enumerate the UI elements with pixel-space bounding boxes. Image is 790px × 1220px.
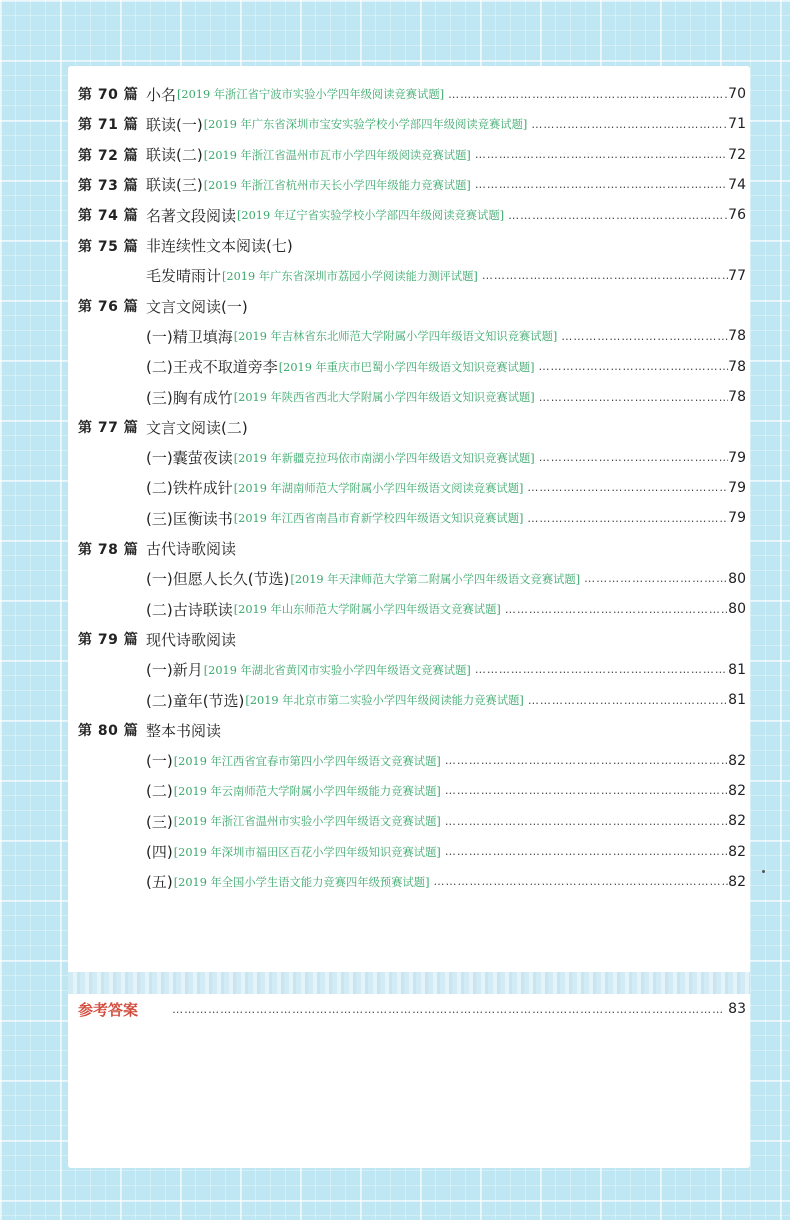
entry-source: [2019 年北京市第二实验小学四年级阅读能力竞赛试题] bbox=[245, 694, 524, 707]
dot-leader bbox=[478, 269, 728, 282]
entry-source: [2019 年陕西省西北大学附属小学四年级语文知识竞赛试题] bbox=[233, 391, 535, 404]
entry-page-number: 82 bbox=[728, 752, 746, 769]
toc-subentry[interactable] bbox=[146, 749, 746, 773]
entry-title: 古代诗歌阅读 bbox=[146, 540, 237, 558]
speck-mark bbox=[762, 870, 765, 873]
toc-subentry[interactable] bbox=[146, 506, 746, 530]
entry-page-number: 79 bbox=[728, 510, 746, 527]
toc-subentry[interactable] bbox=[146, 385, 746, 409]
entry-title: (一)精卫填海 bbox=[146, 327, 233, 346]
entry-title: 毛发晴雨计 bbox=[146, 267, 222, 286]
entry-source: [2019 年江西省南昌市育新学校四年级语文知识竞赛试题] bbox=[233, 512, 524, 526]
entry-title: (三)匡衡读书 bbox=[146, 509, 233, 528]
entry-number: 第 73 篇 bbox=[78, 177, 139, 194]
entry-source: [2019 年浙江省宁波市实验小学四年级阅读竞赛试题] bbox=[177, 88, 445, 101]
entry-source: [2019 年湖北省黄冈市实验小学四年级语文竞赛试题] bbox=[203, 663, 471, 677]
answers-page-number: 83 bbox=[728, 1001, 746, 1017]
decorative-band bbox=[68, 972, 750, 994]
entry-page-number: 76 bbox=[728, 207, 746, 224]
entry-title: (二)古诗联读 bbox=[146, 600, 233, 619]
entry-title: 联读(三) bbox=[146, 176, 203, 195]
entry-page-number: 77 bbox=[728, 267, 746, 284]
dot-leader bbox=[523, 512, 728, 525]
dot-leader bbox=[441, 754, 728, 767]
toc-entry[interactable] bbox=[78, 537, 746, 561]
entry-title: (二)王戎不取道旁李 bbox=[146, 358, 278, 377]
entry-page-number: 79 bbox=[728, 449, 746, 466]
toc-subentry[interactable] bbox=[146, 658, 746, 682]
toc-subentry[interactable] bbox=[146, 355, 746, 379]
entry-number: 第 70 篇 bbox=[78, 87, 139, 103]
entry-page-number: 82 bbox=[728, 843, 746, 860]
entry-source: [2019 年江西省宜春市第四小学四年级语文竞赛试题] bbox=[173, 754, 441, 768]
entry-page-number: 71 bbox=[728, 116, 746, 133]
entry-title: (二) bbox=[146, 782, 173, 801]
dot-leader bbox=[471, 178, 728, 191]
dot-leader bbox=[444, 88, 728, 101]
toc-page bbox=[68, 66, 750, 1168]
dot-leader bbox=[441, 845, 728, 858]
toc-subentry[interactable] bbox=[146, 779, 746, 803]
entry-title: (四) bbox=[146, 843, 173, 861]
toc-entry[interactable] bbox=[78, 82, 746, 106]
entry-title: 整本书阅读 bbox=[146, 721, 222, 740]
toc-subentry[interactable] bbox=[146, 870, 746, 894]
entry-title: (三) bbox=[146, 812, 173, 831]
entry-number: 第 79 篇 bbox=[78, 632, 139, 649]
dot-leader bbox=[138, 1003, 728, 1016]
toc-subentry[interactable] bbox=[146, 567, 746, 591]
entry-number: 第 77 篇 bbox=[78, 420, 139, 437]
entry-source: [2019 年山东师范大学附属小学四年级语文竞赛试题] bbox=[233, 603, 501, 617]
entry-number: 第 74 篇 bbox=[78, 208, 139, 225]
entry-title: (五) bbox=[146, 873, 173, 892]
toc-entry[interactable] bbox=[78, 112, 746, 136]
entry-page-number: 82 bbox=[728, 782, 746, 799]
entry-page-number: 80 bbox=[728, 570, 746, 587]
entry-page-number: 82 bbox=[728, 813, 746, 830]
toc-entry[interactable] bbox=[78, 718, 746, 742]
toc-subentry[interactable] bbox=[146, 688, 746, 712]
entry-title: (二)铁杵成针 bbox=[146, 479, 233, 498]
toc-subentry[interactable] bbox=[146, 324, 746, 348]
entry-source: [2019 年广东省深圳市荔园小学阅读能力测评试题] bbox=[222, 269, 478, 283]
dot-leader bbox=[504, 209, 728, 222]
entry-page-number: 80 bbox=[728, 601, 746, 618]
entry-number: 第 78 篇 bbox=[78, 541, 139, 558]
entry-title: 文言文阅读(一) bbox=[146, 297, 248, 316]
answers-label: 参考答案 bbox=[78, 1000, 139, 1019]
entry-title: 非连续性文本阅读(七) bbox=[146, 237, 293, 255]
entry-title: 小名 bbox=[146, 85, 177, 104]
entry-page-number: 79 bbox=[728, 479, 746, 496]
entry-number: 第 72 篇 bbox=[78, 147, 139, 164]
dot-leader bbox=[441, 815, 728, 828]
entry-title: 联读(二) bbox=[146, 146, 203, 165]
entry-page-number: 81 bbox=[728, 661, 746, 678]
entry-number: 第 71 篇 bbox=[78, 117, 139, 134]
entry-page-number: 74 bbox=[728, 176, 746, 193]
entry-title: 联读(一) bbox=[146, 115, 203, 134]
toc-entry[interactable] bbox=[78, 173, 746, 197]
dot-leader bbox=[524, 694, 728, 707]
dot-leader bbox=[535, 360, 729, 373]
toc-entry[interactable] bbox=[78, 203, 746, 227]
entry-page-number: 82 bbox=[728, 873, 746, 890]
entry-number: 第 80 篇 bbox=[78, 723, 139, 740]
entry-source: [2019 年广东省深圳市宝安实验学校小学部四年级阅读竞赛试题] bbox=[203, 118, 528, 132]
toc-entry[interactable] bbox=[78, 294, 746, 318]
entry-source: [2019 年新疆克拉玛依市南湖小学四年级语文知识竞赛试题] bbox=[233, 451, 535, 465]
entry-page-number: 72 bbox=[728, 146, 746, 163]
entry-title: (一) bbox=[146, 752, 173, 771]
entry-source: [2019 年浙江省温州市实验小学四年级语文竞赛试题] bbox=[173, 815, 441, 829]
entry-page-number: 70 bbox=[728, 86, 746, 102]
dot-leader bbox=[471, 663, 728, 676]
toc-entry[interactable] bbox=[78, 143, 746, 167]
entry-title: 现代诗歌阅读 bbox=[146, 630, 237, 649]
entry-source: [2019 年湖南师范大学附属小学四年级语文阅读竞赛试题] bbox=[233, 481, 524, 495]
dot-leader bbox=[441, 784, 728, 797]
entry-page-number: 81 bbox=[728, 692, 746, 708]
toc-entry[interactable] bbox=[78, 415, 746, 439]
entry-source: [2019 年辽宁省实验学校小学部四年级阅读竞赛试题] bbox=[237, 209, 505, 223]
toc-subentry[interactable] bbox=[146, 597, 746, 621]
entry-source: [2019 年浙江省温州市瓦市小学四年级阅读竞赛试题] bbox=[203, 148, 471, 162]
toc-subentry[interactable] bbox=[146, 264, 746, 288]
entry-source: [2019 年天津师范大学第二附属小学四年级语文竞赛试题] bbox=[290, 572, 581, 586]
dot-leader bbox=[527, 118, 728, 131]
toc-entry[interactable] bbox=[78, 627, 746, 651]
entry-title: 文言文阅读(二) bbox=[146, 418, 248, 437]
answers-entry[interactable] bbox=[78, 997, 746, 1021]
dot-leader bbox=[430, 875, 729, 888]
entry-title: (一)但愿人长久(节选) bbox=[146, 570, 290, 589]
dot-leader bbox=[535, 391, 728, 404]
entry-number: 第 76 篇 bbox=[78, 299, 139, 316]
entry-page-number: 78 bbox=[728, 358, 746, 375]
toc-subentry[interactable] bbox=[146, 476, 746, 500]
toc-subentry[interactable] bbox=[146, 446, 746, 470]
entry-title: (一)新月 bbox=[146, 661, 203, 680]
dot-leader bbox=[557, 330, 728, 343]
entry-page-number: 78 bbox=[728, 328, 746, 345]
entry-source: [2019 年吉林省东北师范大学附属小学四年级语文知识竞赛试题] bbox=[233, 330, 558, 344]
entry-title: (三)胸有成竹 bbox=[146, 388, 233, 407]
entry-number: 第 75 篇 bbox=[78, 238, 139, 255]
dot-leader bbox=[535, 451, 728, 464]
entry-source: [2019 年深圳市福田区百花小学四年级知识竞赛试题] bbox=[173, 845, 441, 859]
toc-entry[interactable] bbox=[78, 234, 746, 258]
entry-source: [2019 年重庆市巴蜀小学四年级语文知识竞赛试题] bbox=[278, 360, 535, 374]
dot-leader bbox=[471, 148, 728, 161]
dot-leader bbox=[501, 603, 728, 616]
dot-leader bbox=[580, 572, 728, 585]
entry-source: [2019 年云南师范大学附属小学四年级能力竞赛试题] bbox=[173, 784, 441, 798]
toc-subentry[interactable] bbox=[146, 840, 746, 864]
entry-source: [2019 年全国小学生语文能力竞赛四年级预赛试题] bbox=[173, 875, 430, 889]
entry-source: [2019 年浙江省杭州市天长小学四年级能力竞赛试题] bbox=[203, 178, 471, 192]
entry-title: 名著文段阅读 bbox=[146, 206, 237, 225]
entry-title: (一)囊萤夜读 bbox=[146, 449, 233, 468]
entry-page-number: 78 bbox=[728, 389, 746, 405]
entry-title: (二)童年(节选) bbox=[146, 691, 245, 710]
toc-subentry[interactable] bbox=[146, 809, 746, 833]
dot-leader bbox=[523, 481, 728, 494]
